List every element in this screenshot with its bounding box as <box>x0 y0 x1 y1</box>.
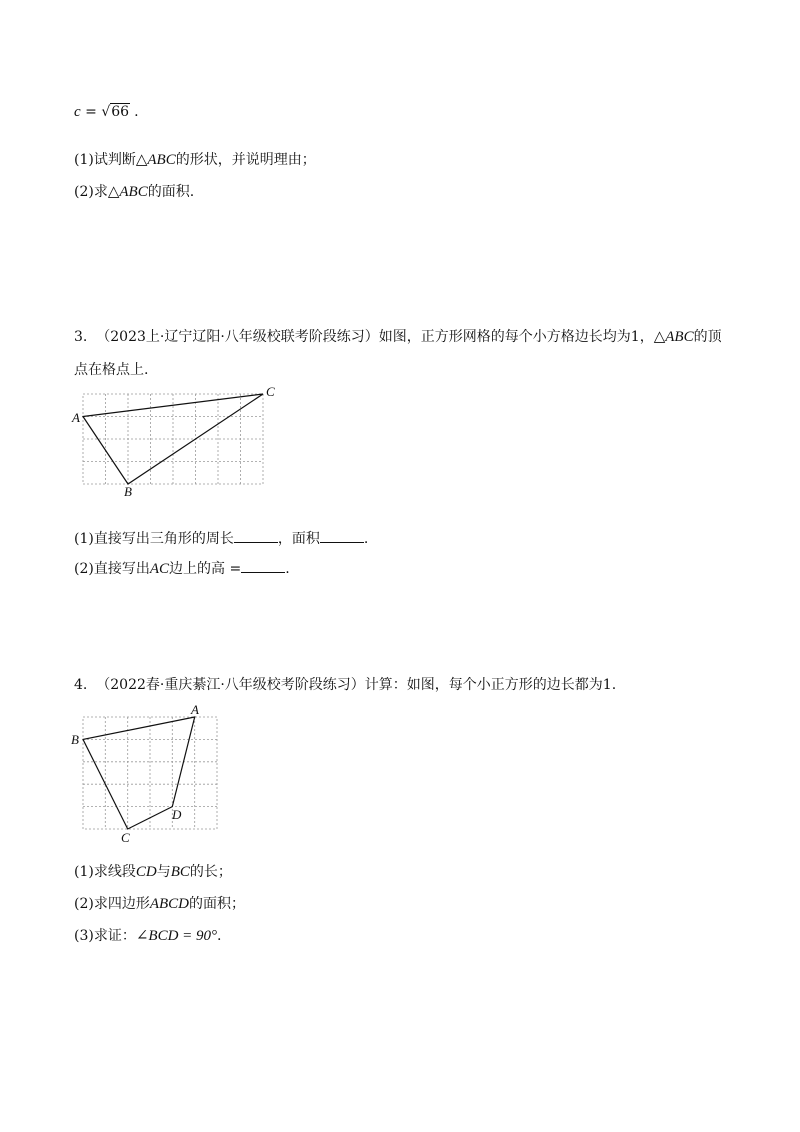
vertex-label-d: D <box>172 807 182 822</box>
formula-variable: c <box>74 104 81 120</box>
segment-cd: CD <box>135 864 157 880</box>
q2-part1 <box>74 150 316 170</box>
q3-part1-prefix: (1)直接写出三角形的周长 <box>74 531 234 547</box>
radicand: 66 <box>111 104 130 120</box>
q4-part2-suffix: 的面积； <box>189 896 246 912</box>
q3-intro-end: 的顶 <box>693 329 722 345</box>
q3-part2-mid: 边上的高 = <box>169 561 242 577</box>
vertex-label-b: B <box>71 732 79 747</box>
segment-ac: AC <box>149 561 170 577</box>
q3-part2-prefix: (2)直接写出 <box>74 561 150 577</box>
triangle-symbol: △ABC <box>135 152 176 168</box>
q4-part1 <box>74 862 232 882</box>
q3-intro <box>74 327 722 347</box>
question-number: 3. <box>74 329 88 345</box>
radical-sign-icon: √ <box>101 104 111 120</box>
vertex-label-c: C <box>266 384 275 399</box>
answer-blank[interactable] <box>241 558 285 573</box>
triangle-symbol: △ABC <box>653 329 694 345</box>
q3-part2-end: . <box>285 561 290 577</box>
q4-part2-prefix: (2)求四边形 <box>74 896 150 912</box>
angle-bcd: ∠BCD = 90° <box>135 928 218 944</box>
triangle-symbol: △ABC <box>107 184 148 200</box>
grid-lines <box>83 717 217 829</box>
q4-part1-suffix: 的长； <box>189 864 232 880</box>
vertex-label-b: B <box>124 484 132 499</box>
answer-blank[interactable] <box>234 528 278 543</box>
formula-period: . <box>134 104 139 120</box>
segment-bc: BC <box>170 864 190 880</box>
q4-part1-mid: 与 <box>156 864 171 880</box>
q3-part1 <box>74 528 368 549</box>
q3-part2 <box>74 558 290 579</box>
q4-part2 <box>74 894 245 914</box>
grid-lines <box>83 394 263 484</box>
answer-blank[interactable] <box>320 528 364 543</box>
q4-intro-text: （2022春·重庆綦江·八年级校考阶段练习）计算：如图，每个小正方形的边长都为1. <box>96 677 617 693</box>
formula-line <box>74 102 139 122</box>
q3-grid-figure <box>70 382 280 500</box>
q2-part2 <box>74 182 194 202</box>
vertex-label-a: A <box>72 410 80 425</box>
formula-equals: = <box>80 104 102 120</box>
q4-part1-prefix: (1)求线段 <box>74 864 136 880</box>
q4-part3-prefix: (3)求证： <box>74 928 136 944</box>
q2-part2-suffix: 的面积. <box>147 184 195 200</box>
vertex-label-a: A <box>191 702 199 717</box>
shape-abcd: ABCD <box>149 896 190 912</box>
vertex-label-c: C <box>121 830 130 844</box>
q3-intro-line2: 点在格点上. <box>74 362 149 378</box>
q3-part1-end: . <box>363 531 369 547</box>
q3-part1-mid: ，面积 <box>277 531 320 547</box>
q4-part3-end: . <box>217 928 222 944</box>
q2-part2-prefix: (2)求 <box>74 184 108 200</box>
q2-part1-suffix: 的形状，并说明理由； <box>175 152 316 168</box>
question-number: 4. <box>74 677 88 693</box>
q4-part3 <box>74 926 222 946</box>
q4-grid-figure <box>68 702 228 844</box>
q3-intro-text: （2023上·辽宁辽阳·八年级校联考阶段练习）如图，正方形网格的每个小方格边长均为1， <box>96 329 654 345</box>
q2-part1-prefix: (1)试判断 <box>74 152 136 168</box>
q4-intro <box>74 675 616 695</box>
sqrt-expression <box>101 102 130 122</box>
